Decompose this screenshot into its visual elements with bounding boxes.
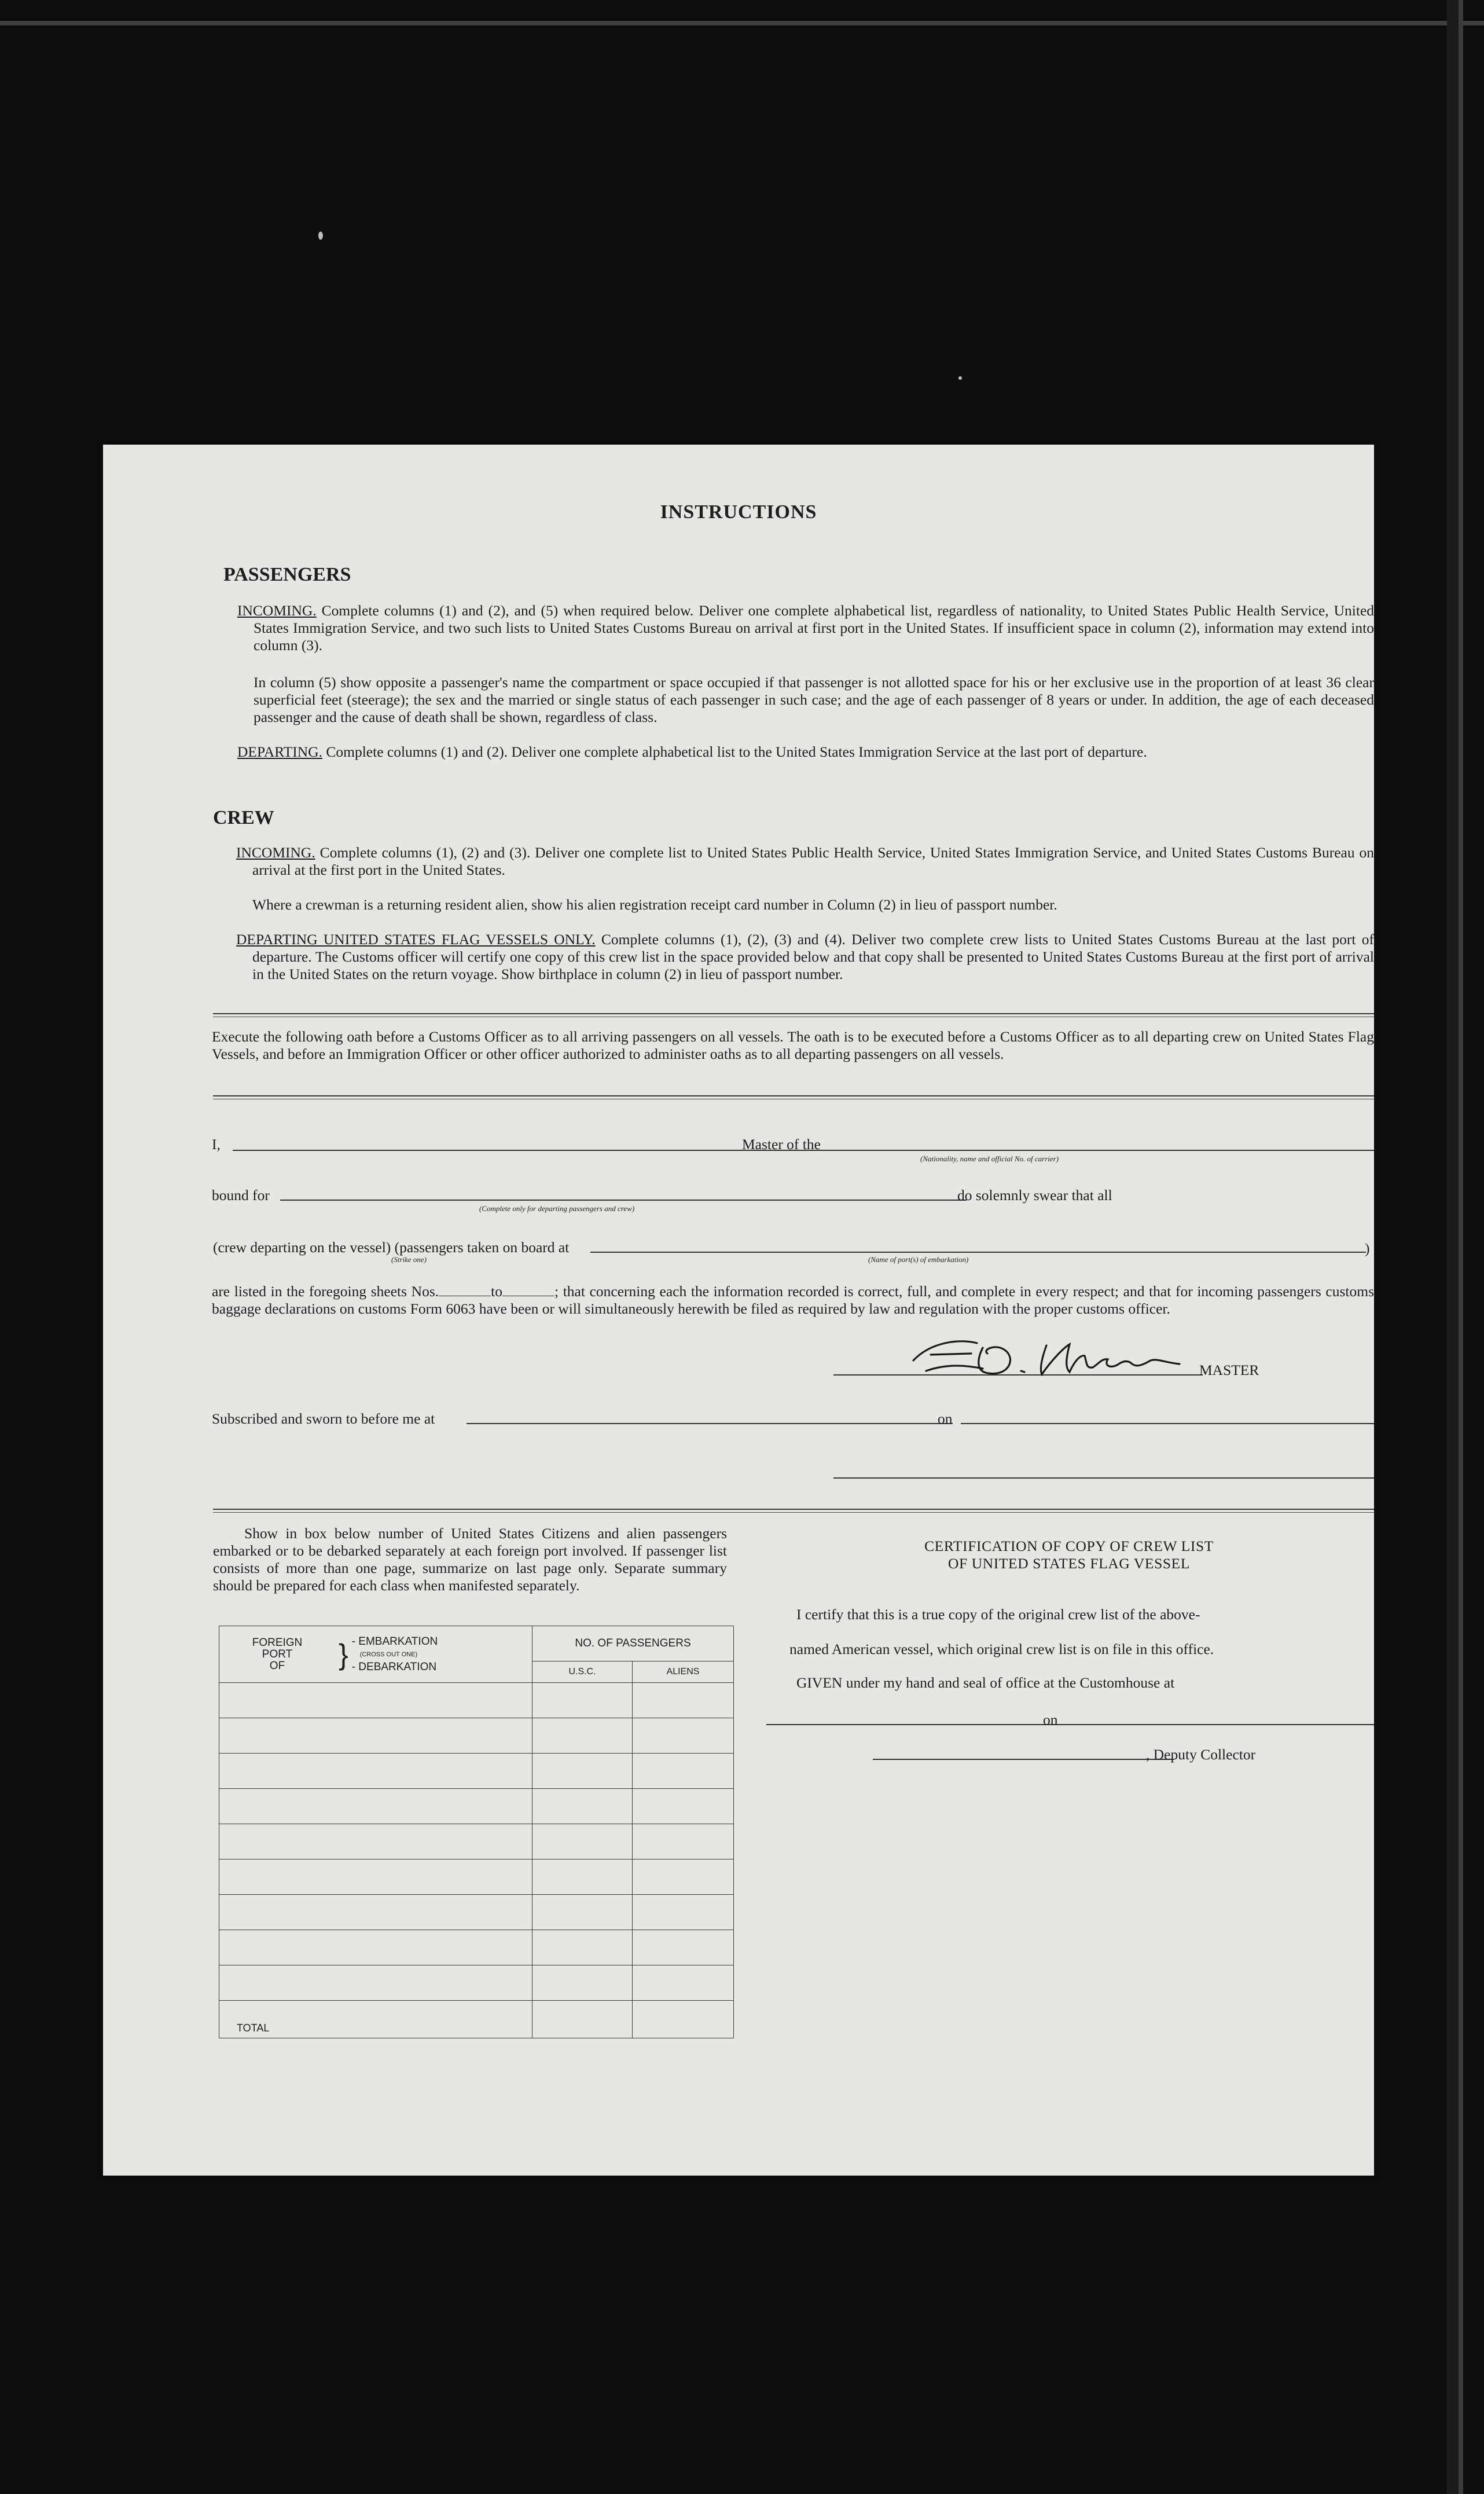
certify-line1: I certify that this is a true copy of the original crew list of the above-: [796, 1606, 1200, 1623]
oath-crew-passengers-label: (crew departing on the vessel) (passengers taken on board at: [213, 1239, 570, 1256]
col-foreign-port: FOREIGN PORT OF: [252, 1636, 303, 1672]
table-row-total: [219, 2001, 734, 2038]
crew-departing-paragraph: [236, 931, 1374, 983]
oath-to-label: to: [491, 1283, 502, 1300]
certification-on-label: on: [1043, 1711, 1058, 1728]
subscribed-place-field[interactable]: [466, 1423, 953, 1424]
divider: [213, 1512, 1374, 1513]
passengers-column5-paragraph: [254, 674, 1374, 726]
port-cell[interactable]: [219, 1824, 532, 1860]
table-row: [219, 1965, 734, 2001]
passengers-incoming-paragraph: [237, 602, 1374, 654]
document-page: [103, 445, 1374, 2176]
dust-speck: [958, 376, 962, 380]
scan-edge-right-highlight: [1459, 0, 1463, 2494]
aliens-cell[interactable]: [633, 1860, 734, 1895]
oath-port-field[interactable]: [590, 1252, 1366, 1253]
col-cross-out: (CROSS OUT ONE): [359, 1651, 418, 1658]
nationality-caption: (Nationality, name and official No. of carrier): [920, 1154, 1059, 1163]
oath-listed-paragraph: [212, 1283, 1374, 1318]
usc-total-cell[interactable]: [532, 2001, 633, 2038]
usc-cell[interactable]: [532, 1754, 633, 1789]
divider: [213, 1509, 1374, 1510]
passengers-departing-paragraph: [237, 743, 1374, 761]
oath-vessel-field[interactable]: [833, 1150, 1374, 1151]
passengers-column5-text: In column (5) show opposite a passenger's name the compartment or space occupied if that passenger is not allotted space for his or her exclusive use in the proportion of at least 36 clear superficial feet (steerage); the sex and the married or single status of each passenger in such case; and the age of each passenger of 8 years or under. In addition, the age of each deceased passenger and the cause of death shall be shown, regardless of class.: [254, 674, 1374, 725]
sheet-to-field[interactable]: [502, 1284, 554, 1296]
crew-incoming-paragraph: [236, 844, 1374, 879]
scan-edge-right: [1447, 0, 1460, 2494]
divider: [213, 1013, 1374, 1014]
aliens-cell[interactable]: [633, 1895, 734, 1930]
oath-listed-text: ; that concerning each the information recorded is correct, full, and complete in every respect; and that for incoming passengers customs baggage declarations on customs Form 6063 have been or will simultaneously herewith be filed as required by law and regulation with the proper customs officer.: [212, 1283, 1375, 1317]
brace: }: [339, 1638, 348, 1671]
usc-cell[interactable]: [532, 1860, 633, 1895]
scan-edge-top: [0, 21, 1484, 25]
passengers-heading: PASSENGERS: [223, 564, 351, 585]
certification-heading-line1: CERTIFICATION OF COPY OF CREW LIST: [924, 1538, 1214, 1554]
certification-heading-line2: OF UNITED STATES FLAG VESSEL: [947, 1555, 1191, 1572]
usc-cell[interactable]: [532, 1824, 633, 1860]
aliens-cell[interactable]: [633, 1683, 734, 1718]
port-cell[interactable]: [219, 1754, 532, 1789]
sheet-from-field[interactable]: [439, 1284, 491, 1296]
port-cell[interactable]: [219, 1895, 532, 1930]
subscribed-date-field[interactable]: [961, 1423, 1374, 1424]
oath-bound-for-label: bound for: [212, 1187, 270, 1204]
aliens-cell[interactable]: [633, 1718, 734, 1754]
certification-heading: [764, 1538, 1374, 1572]
crew-incoming-label: INCOMING.: [236, 844, 315, 861]
port-cell[interactable]: [219, 1930, 532, 1965]
col-aliens: ALIENS: [633, 1662, 734, 1683]
certify-line2: named American vessel, which original crew list is on file in this office.: [789, 1641, 1214, 1657]
aliens-cell[interactable]: [633, 1824, 734, 1860]
aliens-cell[interactable]: [633, 1789, 734, 1824]
usc-cell[interactable]: [532, 1718, 633, 1754]
passengers-departing-label: DEPARTING.: [237, 743, 322, 760]
crew-resident-text: Where a crewman is a returning resident alien, show his alien registration receipt card number in Column (2) in lieu of passport number.: [252, 896, 1057, 913]
page-title: INSTRUCTIONS: [660, 501, 817, 523]
certification-date-field[interactable]: [1083, 1724, 1374, 1725]
deputy-collector-signature-field[interactable]: [873, 1759, 1174, 1760]
usc-cell[interactable]: [532, 1683, 633, 1718]
table-row: [219, 1789, 734, 1824]
table-row: [219, 1754, 734, 1789]
crew-resident-paragraph: [252, 896, 1374, 914]
usc-cell[interactable]: [532, 1895, 633, 1930]
oath-listed-label: are listed in the foregoing sheets Nos.: [212, 1283, 439, 1300]
officer-signature-line[interactable]: [833, 1477, 1374, 1479]
oath-master-of-label: Master of the: [742, 1136, 821, 1153]
dust-speck: [318, 232, 323, 240]
divider: [213, 1095, 1374, 1096]
master-label: MASTER: [1199, 1362, 1259, 1378]
oath-intro-text: Execute the following oath before a Customs Officer as to all arriving passengers on all vessels. The oath is to be executed before a Customs Officer as to all departing crew on United States Flag Vessels, and before an Immigration Officer or other officer authorized to administer oaths as to all departing passengers on all vessels.: [212, 1028, 1374, 1062]
aliens-total-cell[interactable]: [633, 2001, 734, 2038]
summary-instruction: Show in box below number of United States Citizens and alien passengers embarked or to be debarked separately at each foreign port involved. If passenger list consists of more than one page, summarize on last page only. Separate summary should be prepared for each class when manifested separately.: [213, 1525, 727, 1594]
handwritten-signature: [890, 1330, 1191, 1388]
customhouse-place-field[interactable]: [766, 1724, 1125, 1725]
usc-cell[interactable]: [532, 1930, 633, 1965]
crew-departing-text: Complete columns (1), (2), (3) and (4). Deliver two complete crew lists to United States Customs Bureau at the last port of departure. The Customs officer will certify one copy of this crew list in the space provided below and that copy shall be presented to United States Customs Bureau at the first port of arrival in the United States on the return voyage. Show birthplace in column (2) in lieu of passport number.: [252, 931, 1374, 982]
passengers-incoming-label: INCOMING.: [237, 602, 317, 619]
port-cell[interactable]: [219, 1789, 532, 1824]
col-no-passengers: NO. OF PASSENGERS: [532, 1626, 734, 1662]
usc-cell[interactable]: [532, 1789, 633, 1824]
table-row: [219, 1824, 734, 1860]
port-cell[interactable]: [219, 1860, 532, 1895]
usc-cell[interactable]: [532, 1965, 633, 2001]
given-text: GIVEN under my hand and seal of office at the Customhouse at: [796, 1674, 1175, 1691]
summary-header-port: [219, 1626, 532, 1683]
table-row: [219, 1683, 734, 1718]
oath-destination-field[interactable]: [280, 1200, 967, 1201]
col-debarkation: - DEBARKATION: [351, 1660, 437, 1673]
table-row: [219, 1895, 734, 1930]
aliens-cell[interactable]: [633, 1965, 734, 2001]
port-caption: (Name of port(s) of embarkation): [868, 1255, 969, 1264]
passengers-departing-text: Complete columns (1) and (2). Deliver one complete alphabetical list to the United States Immigration Service at the last port of departure.: [326, 743, 1147, 760]
oath-solemnly-swear-label: do solemnly swear that all: [957, 1187, 1112, 1204]
port-cell[interactable]: [219, 1965, 532, 2001]
deputy-collector-label: , Deputy Collector: [1146, 1746, 1256, 1763]
port-cell[interactable]: [219, 1718, 532, 1754]
aliens-cell[interactable]: [633, 1930, 734, 1965]
strike-one-caption: (Strike one): [391, 1255, 427, 1264]
oath-intro-paragraph: [212, 1028, 1374, 1063]
crew-incoming-text: Complete columns (1), (2) and (3). Deliver one complete list to United States Public Health Service, United States Immigration Service, and United States Customs Bureau on arrival at the first port in the United States.: [252, 844, 1374, 878]
passenger-summary-table: [219, 1626, 734, 2038]
subscribed-on-label: on: [938, 1410, 953, 1427]
oath-i-label: I,: [212, 1136, 221, 1153]
port-cell[interactable]: [219, 1683, 532, 1718]
total-label: TOTAL: [219, 2001, 532, 2038]
col-embarkation: - EMBARKATION: [351, 1635, 438, 1648]
col-usc: U.S.C.: [532, 1662, 633, 1683]
aliens-cell[interactable]: [633, 1754, 734, 1789]
oath-close-paren: ): [1365, 1240, 1370, 1257]
table-row: [219, 1718, 734, 1754]
passengers-incoming-text: Complete columns (1) and (2), and (5) when required below. Deliver one complete alphabetical list, regardless of nationality, to United States Public Health Service, United States Immigration Service, and two such lists to United States Customs Bureau on arrival at first port in the United States. If insufficient space in column (2), information may extend into column (3).: [254, 602, 1375, 654]
crew-heading: CREW: [213, 807, 274, 828]
table-row: [219, 1930, 734, 1965]
table-row: [219, 1860, 734, 1895]
crew-departing-label: DEPARTING UNITED STATES FLAG VESSELS ONLY.: [236, 931, 596, 948]
complete-only-caption: (Complete only for departing passengers and crew): [479, 1204, 635, 1213]
subscribed-label: Subscribed and sworn to before me at: [212, 1410, 435, 1427]
